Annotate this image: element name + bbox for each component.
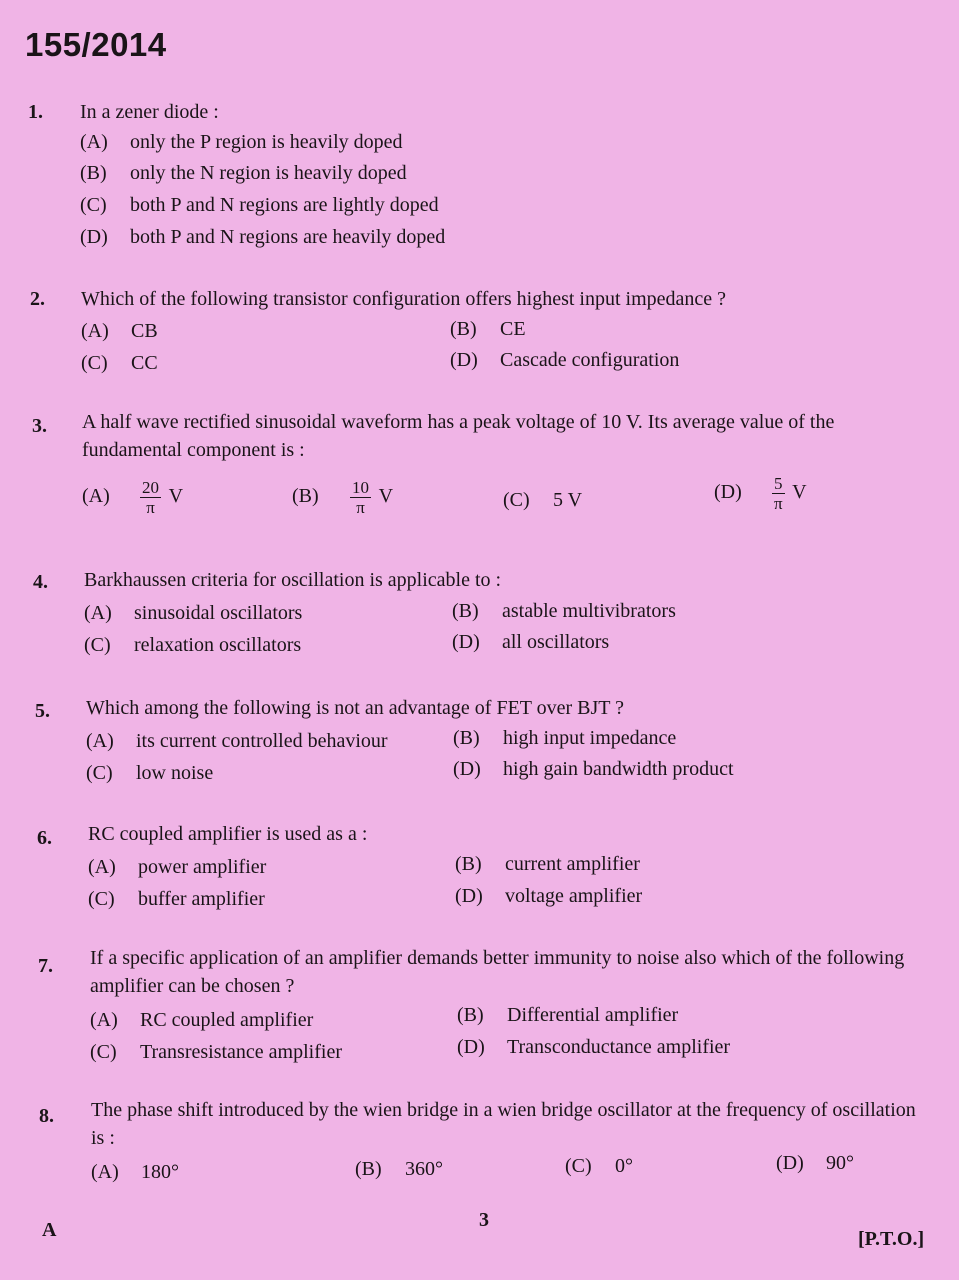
option-label: (D) [450,349,478,371]
option-b [80,159,407,187]
option-text: only the P region is heavily doped [130,131,403,153]
option-d [776,1149,854,1177]
option-text: astable multivibrators [502,600,676,622]
page-number: 3 [479,1209,489,1231]
option-text: Cascade configuration [500,349,680,371]
fraction-numerator: 20 [142,478,159,497]
option-d [714,474,807,513]
question-number: 8. [39,1105,54,1127]
option-label: (D) [453,758,481,780]
fraction-denominator: π [773,494,783,513]
option-a [80,128,403,156]
fraction-numerator: 5 [774,474,783,493]
option-c [81,349,158,377]
option-text: buffer amplifier [138,888,265,910]
fraction [140,478,161,517]
option-label: (B) [355,1158,382,1180]
option-label: (C) [80,194,107,216]
unit: V [168,485,184,508]
option-d [80,223,445,251]
option-b [292,478,393,517]
option-text: 0° [615,1155,633,1177]
option-label: (D) [776,1152,804,1174]
option-c [86,759,213,787]
option-text: 180° [141,1161,179,1183]
paper-code: 155/2014 [25,26,167,63]
option-c [503,486,582,514]
option-a [90,1006,313,1034]
option-text: both P and N regions are lightly doped [130,194,439,216]
question-number: 3. [32,415,47,437]
option-label: (D) [452,631,480,653]
option-text: its current controlled behaviour [136,730,388,752]
option-label: (A) [81,320,109,342]
option-a [91,1158,179,1186]
option-label: (B) [455,853,482,875]
option-d [452,628,609,656]
option-text: low noise [136,762,214,784]
option-label: (B) [292,485,319,508]
option-c [565,1152,633,1180]
option-a [88,853,266,881]
option-c [90,1038,342,1066]
option-text: voltage amplifier [505,885,643,907]
question-number: 5. [35,700,50,722]
series-letter: A [42,1219,57,1241]
option-label: (A) [91,1161,119,1183]
option-label: (D) [714,481,742,504]
question-number: 2. [30,288,45,310]
option-label: (B) [452,600,479,622]
unit: V [792,481,807,504]
option-d [457,1033,730,1061]
option-c [88,885,265,913]
option-b [355,1155,443,1183]
question-number: 1. [28,101,43,123]
question-text: Which among the following is not an advantage of FET over BJT ? [86,697,625,719]
option-text: 360° [405,1158,443,1180]
option-text: CE [500,318,526,340]
fraction [772,474,785,513]
option-text: high gain bandwidth product [503,758,734,780]
option-a [84,599,302,627]
option-label: (A) [84,602,112,624]
unit: V [378,485,394,508]
option-text: all oscillators [502,631,610,653]
option-text: CC [131,352,158,374]
question-text: Which of the following transistor configuration offers highest input impedance ? [81,288,727,310]
option-label: (C) [565,1155,592,1177]
question-text: Barkhaussen criteria for oscillation is applicable to : [84,569,502,591]
option-a [81,317,158,345]
fraction-denominator: π [356,498,365,517]
option-text: high input impedance [503,727,677,749]
option-b [457,1001,678,1029]
pto-marker: [P.T.O.] [858,1228,925,1250]
option-d [450,346,679,374]
option-d [453,755,734,783]
question-text: If a specific application of an amplifier demands better immunity to noise also which of the following amplifier can be chosen ? [90,947,905,997]
option-text: sinusoidal oscillators [134,602,303,624]
option-label: (B) [453,727,480,749]
option-label: (A) [80,131,108,153]
option-label: (D) [455,885,483,907]
question-number: 4. [33,571,48,593]
option-b [455,850,640,878]
option-label: (C) [90,1041,117,1063]
question-text: RC coupled amplifier is used as a : [88,823,368,845]
question-text: The phase shift introduced by the wien bridge in a wien bridge oscillator at the frequency of oscillation is : [91,1099,916,1149]
question-number: 7. [38,955,53,977]
option-label: (B) [450,318,477,340]
option-text: current amplifier [505,853,640,875]
option-c [80,191,439,219]
option-label: (D) [457,1036,485,1058]
option-label: (C) [84,634,111,656]
option-text: power amplifier [138,856,267,878]
option-d [455,882,642,910]
option-text: both P and N regions are heavily doped [130,226,446,248]
option-a [86,727,388,755]
option-label: (C) [81,352,108,374]
option-label: (A) [86,730,114,752]
option-a [82,478,183,517]
option-text: only the N region is heavily doped [130,162,407,184]
option-label: (B) [457,1004,484,1026]
option-b [453,724,676,752]
option-text: 5 V [553,489,583,511]
option-text: RC coupled amplifier [140,1009,314,1031]
fraction-numerator: 10 [352,478,369,497]
option-label: (A) [82,485,110,508]
option-c [84,631,301,659]
option-label: (A) [90,1009,118,1031]
option-text: Transconductance amplifier [507,1036,731,1058]
option-text: 90° [826,1152,854,1174]
option-label: (B) [80,162,107,184]
question-text: A half wave rectified sinusoidal waveform has a peak voltage of 10 V. Its average value of the fundamental component is : [82,411,835,461]
fraction-denominator: π [146,498,155,517]
option-text: Differential amplifier [507,1004,679,1026]
fraction [350,478,371,517]
option-b [450,315,526,343]
option-b [452,597,676,625]
question-text: In a zener diode : [80,101,219,123]
option-text: Transresistance amplifier [140,1041,342,1063]
option-text: relaxation oscillators [134,634,302,656]
option-label: (C) [86,762,113,784]
option-label: (C) [503,489,530,511]
question-number: 6. [37,827,52,849]
option-label: (C) [88,888,115,910]
option-label: (D) [80,226,108,248]
option-text: CB [131,320,158,342]
option-label: (A) [88,856,116,878]
